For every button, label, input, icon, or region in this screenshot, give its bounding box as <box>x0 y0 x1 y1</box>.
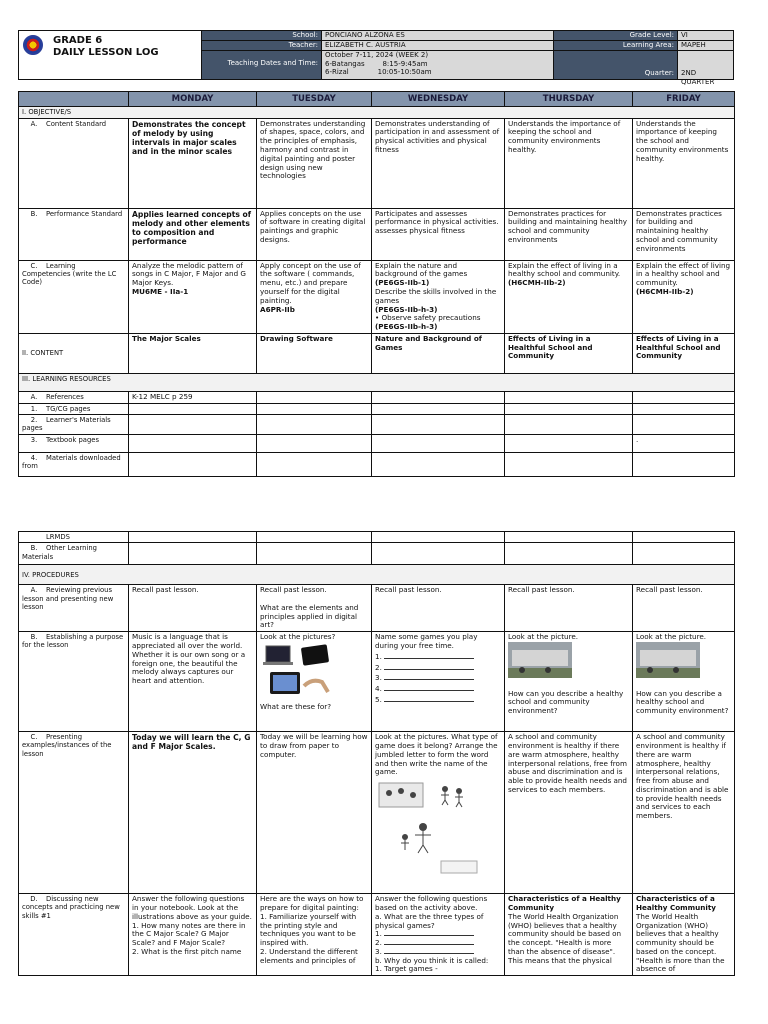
tg-cell <box>257 403 372 414</box>
games-pictures <box>375 777 485 877</box>
day-monday: MONDAY <box>129 92 257 107</box>
lc-text: • Observe safety precautions <box>375 313 481 323</box>
om-cell <box>372 543 505 565</box>
label-text: Discussing new concepts and practicing new skills #1 <box>22 895 120 920</box>
pa-friday: Recall past lesson. <box>633 585 735 632</box>
lc-thursday <box>505 260 633 333</box>
om-cell <box>129 543 257 565</box>
pc-thursday: A school and community environment is healthy if there are warm atmosphere, healthy interpersonal relations, free from abuse and discrimination and is able to provide health needs and services to each members. <box>505 732 633 894</box>
performance-standard-label <box>19 208 129 260</box>
number: 1. <box>30 404 38 413</box>
answer-num: 4. <box>375 684 385 694</box>
mat-cell <box>372 452 505 476</box>
competencies-label <box>19 260 129 333</box>
label-text: Content Standard <box>46 119 107 128</box>
title-log: DAILY LESSON LOG <box>53 46 159 58</box>
lc-tuesday <box>257 260 372 333</box>
pd-text2: 1. How many notes are there in the C Major Scale? G Major Scale? and F Major Scale? <box>132 920 246 948</box>
lrmds-label: LRMDS <box>19 532 129 543</box>
tg-row <box>19 403 735 414</box>
pb-text: Name some games you play during your free time. <box>375 632 478 650</box>
answer-num: 2. <box>375 938 385 948</box>
om-cell <box>257 543 372 565</box>
blank-line[interactable] <box>384 683 474 691</box>
header-info-grid <box>201 31 733 86</box>
objectives-row <box>19 107 735 118</box>
pd-text3: b. Why do you think it is called: <box>375 955 489 965</box>
materials-label <box>19 452 129 476</box>
tb-friday: . <box>633 434 735 452</box>
pd-text: The World Health Organization (WHO) believes that a healthy community should be based on the concept. "Health is more than the absence of <box>636 911 725 974</box>
dates-label: Teaching Dates and Time: <box>201 51 321 80</box>
answer-line <box>375 662 501 673</box>
tb-cell <box>129 434 257 452</box>
lrmds-cell <box>257 532 372 543</box>
lm-cell <box>372 414 505 434</box>
lc-text: Explain the effect of living in a healthy school and community. <box>508 260 621 279</box>
lc-friday <box>633 260 735 333</box>
title-grade: GRADE 6 <box>53 35 103 46</box>
pa-text2: What are the elements and principles applied in digital art? <box>260 602 359 630</box>
proc-d-label <box>19 894 129 976</box>
lc-text: Explain the nature and background of the games <box>375 260 468 279</box>
proc-a-row <box>19 585 735 632</box>
lc-text: Describe the skills involved in the games <box>375 286 497 305</box>
tg-cell <box>372 403 505 414</box>
lc-wednesday <box>372 260 505 333</box>
label-text: Presenting examples/instances of the lesson <box>22 733 112 758</box>
pd-text2: 1. Familiarize yourself with the printing style and techniques you want to be inspired with. <box>260 911 357 948</box>
pb-wednesday <box>372 632 505 732</box>
pb-text2: How can you describe a healthy school and community environment? <box>636 688 729 716</box>
references-row <box>19 391 735 403</box>
performance-standard-row <box>19 208 735 260</box>
competencies-row <box>19 260 735 333</box>
tb-cell <box>372 434 505 452</box>
blank-line[interactable] <box>384 694 474 702</box>
mat-cell <box>505 452 633 476</box>
area-value: MAPEH <box>677 41 733 51</box>
content-standard-row <box>19 118 735 208</box>
time-rizal: 6-Rizal 10:05-10:50am <box>325 68 432 77</box>
letter-b: B. <box>30 633 38 642</box>
teacher-label: Teacher: <box>201 41 321 51</box>
content-monday: The Major Scales <box>129 333 257 373</box>
answer-num: 3. <box>375 946 385 956</box>
pd-text4: 1. Target games - <box>375 964 438 974</box>
other-materials-label <box>19 543 129 565</box>
pd-text3: 2. What is the first pitch name <box>132 946 242 956</box>
school-label: School: <box>201 31 321 41</box>
pc-monday: Today we will learn the C, G and F Major Scales. <box>129 732 257 894</box>
quarter-label: Quarter: <box>553 51 677 80</box>
lm-cell <box>129 414 257 434</box>
procedures-heading: IV. PROCEDURES <box>19 565 735 585</box>
pd-monday <box>129 894 257 976</box>
materials-row <box>19 452 735 476</box>
lrmds-cell <box>372 532 505 543</box>
school-picture <box>508 642 572 678</box>
tb-cell <box>257 434 372 452</box>
proc-d-row <box>19 894 735 976</box>
ref-monday: K-12 MELC p 259 <box>129 391 257 403</box>
pd-wednesday <box>372 894 505 976</box>
pd-text2: a. What are the three types of physical games? <box>375 911 484 930</box>
number: 3. <box>30 435 38 444</box>
content-heading: II. CONTENT <box>19 333 129 373</box>
lc-code: A6PR-IIb <box>260 304 295 314</box>
devices-picture <box>260 642 352 700</box>
proc-b-row <box>19 632 735 732</box>
answer-line <box>375 672 501 683</box>
cs-friday: Understands the importance of keeping the school and community environments healthy. <box>633 118 735 208</box>
letter-d: D. <box>30 895 38 904</box>
content-thursday: Effects of Living in a Healthful School and Community <box>505 333 633 373</box>
textbook-label <box>19 434 129 452</box>
resources-heading: III. LEARNING RESOURCES <box>19 373 735 391</box>
letter-a: A. <box>30 119 38 128</box>
content-wednesday: Nature and Background of Games <box>372 333 505 373</box>
lrmds-cell <box>505 532 633 543</box>
day-tuesday: TUESDAY <box>257 92 372 107</box>
label-text: Learning Competencies (write the LC Code) <box>22 261 117 287</box>
letter-c: C. <box>30 733 38 742</box>
lm-cell <box>505 414 633 434</box>
lrmds-cell <box>129 532 257 543</box>
lc-code: (PE6GS-IIb-h-3) <box>375 304 438 314</box>
deped-seal-icon <box>23 35 43 55</box>
pb-text2: How can you describe a healthy school and community environment? <box>508 688 624 716</box>
label-text: Establishing a purpose for the lesson <box>22 633 124 650</box>
pd-text: Answer the following questions in your notebook. Look at the illustrations above as your guide. <box>132 894 252 921</box>
content-tuesday: Drawing Software <box>257 333 372 373</box>
day-header-row <box>19 92 735 107</box>
time-batangas: 6-Batangas 8:15-9:45am <box>325 59 428 68</box>
teacher-value: ELIZABETH C. AUSTRIA <box>321 41 553 51</box>
pa-wednesday: Recall past lesson. <box>372 585 505 632</box>
ps-thursday: Demonstrates practices for building and maintaining healthy school and community environments <box>505 208 633 260</box>
label-text: References <box>46 392 84 401</box>
pd-text3: 2. Understand the different elements and principles of <box>260 946 358 965</box>
proc-b-label <box>19 632 129 732</box>
blank-line[interactable] <box>384 930 474 936</box>
pb-friday <box>633 632 735 732</box>
lc-text: Analyze the melodic pattern of songs in C Major, F Major and G Major Keys. <box>132 260 246 288</box>
lc-code: (PE6GS-IIb-h-3) <box>375 322 438 332</box>
letter-c: C. <box>30 261 38 270</box>
day-thursday: THURSDAY <box>505 92 633 107</box>
blank-line[interactable] <box>384 651 474 659</box>
proc-c-row <box>19 732 735 894</box>
lc-text: Explain the effect of living in a healthy school and community. <box>636 260 731 288</box>
resources-row <box>19 373 735 391</box>
cs-tuesday: Demonstrates understanding of shapes, space, colors, and the principles of emphasis, harmony and contrast in digital painting and poster design using new technologies <box>257 118 372 208</box>
answer-line <box>375 939 501 948</box>
lc-code: MU6ME - IIa-1 <box>132 286 189 296</box>
tg-label <box>19 403 129 414</box>
blank-line[interactable] <box>384 672 474 680</box>
proc-c-label <box>19 732 129 894</box>
blank-line[interactable] <box>384 662 474 670</box>
letter-b: B. <box>30 209 38 218</box>
cs-thursday: Understands the importance of keeping the school and community environments healthy. <box>505 118 633 208</box>
ref-wednesday <box>372 391 505 403</box>
answer-num: 3. <box>375 673 385 683</box>
mat-cell <box>633 452 735 476</box>
procedures-row <box>19 565 735 585</box>
lesson-log-table-page2 <box>18 531 735 976</box>
om-cell <box>633 543 735 565</box>
mat-cell <box>129 452 257 476</box>
label-text: Textbook pages <box>46 435 99 444</box>
dates-value <box>321 51 553 80</box>
lesson-log-table-page1 <box>18 91 735 477</box>
content-row <box>19 333 735 373</box>
tg-cell <box>129 403 257 414</box>
pb-text: Look at the pictures? <box>260 632 336 642</box>
form-title <box>53 35 159 58</box>
label-text: Materials downloaded from <box>22 453 121 470</box>
ref-tuesday <box>257 391 372 403</box>
ps-monday: Applies learned concepts of melody and other elements to composition and performance <box>129 208 257 260</box>
pa-text: Recall past lesson. <box>260 585 327 595</box>
ref-thursday <box>505 391 633 403</box>
grade-label: Grade Level: <box>553 31 677 41</box>
label-text: TG/CG pages <box>46 404 91 413</box>
number: 4. <box>30 453 38 462</box>
grade-value: VI <box>677 31 733 41</box>
proc-a-label <box>19 585 129 632</box>
day-friday: FRIDAY <box>633 92 735 107</box>
pd-heading: Characteristics of a Healthy Community <box>508 894 621 912</box>
school-picture <box>636 642 700 678</box>
pa-monday: Recall past lesson. <box>129 585 257 632</box>
blank-line[interactable] <box>384 948 474 954</box>
lc-code: (H6CMH-IIb-2) <box>636 286 694 296</box>
cs-monday: Demonstrates the concept of melody by using intervals in major scales and in the minor scales <box>129 118 257 208</box>
ps-friday: Demonstrates practices for building and maintaining healthy school and community environments <box>633 208 735 260</box>
ps-tuesday: Applies concepts on the use of software in creating digital paintings and graphic designs. <box>257 208 372 260</box>
dates-text: October 7-11, 2024 (WEEK 2) <box>325 51 429 59</box>
pd-text: Here are the ways on how to prepare for digital painting: <box>260 894 364 912</box>
lc-code: (H6CMH-IIb-2) <box>508 278 566 288</box>
other-materials-row <box>19 543 735 565</box>
day-header-blank <box>19 92 129 107</box>
ps-wednesday: Participates and assesses performance in physical activities. assesses physical fitness <box>372 208 505 260</box>
tb-cell <box>505 434 633 452</box>
textbook-row <box>19 434 735 452</box>
lc-monday <box>129 260 257 333</box>
area-label: Learning Area: <box>553 41 677 51</box>
pa-tuesday <box>257 585 372 632</box>
lm-row <box>19 414 735 434</box>
lm-cell <box>633 414 735 434</box>
answer-line <box>375 651 501 662</box>
pd-text: Answer the following questions based on the activity above. <box>375 894 488 912</box>
pd-thursday <box>505 894 633 976</box>
pb-text: Look at the picture. <box>508 632 579 642</box>
lrmds-row <box>19 532 735 543</box>
pb-tuesday <box>257 632 372 732</box>
pb-text: Look at the picture. <box>636 632 707 642</box>
pc-friday: A school and community environment is healthy if there are warm atmosphere, healthy interpersonal relations, free from abuse and discrimination and is able to provide health needs and services to each members. <box>633 732 735 894</box>
answer-line <box>375 683 501 694</box>
lrmds-cell <box>633 532 735 543</box>
content-friday: Effects of Living in a Healthful School and Community <box>633 333 735 373</box>
content-standard-label <box>19 118 129 208</box>
mat-cell <box>257 452 372 476</box>
pd-friday <box>633 894 735 976</box>
pd-text: The World Health Organization (WHO) believes that a healthy community should be based on the concept. "Health is more than the absence of disease". This means that the physical <box>508 911 622 965</box>
answer-line <box>375 930 501 939</box>
lc-text: Apply concept on the use of the software ( commands, menu, etc.) and prepare yourself for the digital painting. <box>260 260 361 305</box>
answer-num: 1. <box>375 651 385 661</box>
pd-heading: Characteristics of a Healthy Community <box>636 894 716 912</box>
letter-b: B. <box>30 544 38 553</box>
lm-label <box>19 414 129 434</box>
objectives-heading: I. OBJECTIVE/S <box>19 107 735 118</box>
school-value: PONCIANO ALZONA ES <box>321 31 553 41</box>
answer-line <box>375 694 501 705</box>
pb-text2: What are these for? <box>260 701 332 711</box>
references-label <box>19 391 129 403</box>
om-cell <box>505 543 633 565</box>
day-wednesday: WEDNESDAY <box>372 92 505 107</box>
pd-tuesday <box>257 894 372 976</box>
label-text: Performance Standard <box>46 209 123 218</box>
pa-thursday: Recall past lesson. <box>505 585 633 632</box>
cs-wednesday: Demonstrates understanding of participation in and assessment of physical activities and physical fitness <box>372 118 505 208</box>
form-header <box>18 30 734 86</box>
pb-thursday <box>505 632 633 732</box>
answer-lines <box>375 651 501 705</box>
tg-cell <box>633 403 735 414</box>
answer-num: 1. <box>375 929 385 939</box>
label-text: Other Learning Materials <box>22 544 97 561</box>
label-text: Learner's Materials pages <box>22 415 111 433</box>
lm-cell <box>257 414 372 434</box>
tg-cell <box>505 403 633 414</box>
pc-tuesday: Today we will be learning how to draw from paper to computer. <box>257 732 372 894</box>
blank-line[interactable] <box>384 939 474 945</box>
letter-a: A. <box>30 586 38 595</box>
pc-wednesday <box>372 732 505 894</box>
quarter-value: 2ND QUARTER <box>677 51 733 80</box>
letter-a: A. <box>30 392 38 401</box>
lc-code: (PE6GS-IIb-1) <box>375 278 430 288</box>
pb-monday: Music is a language that is appreciated all over the world. Whether it is our own song or a foreign one, the beautiful the melody always captures our heart and attention. <box>129 632 257 732</box>
label-text: Reviewing previous lesson and presenting new lesson <box>22 586 114 611</box>
ref-friday <box>633 391 735 403</box>
number: 2. <box>30 415 38 424</box>
answer-num: 2. <box>375 662 385 672</box>
pc-text: Look at the pictures. What type of game does it belong? Arrange the jumbled letter to form the word and then write the name of the game. <box>375 732 498 777</box>
answer-num: 5. <box>375 694 385 704</box>
